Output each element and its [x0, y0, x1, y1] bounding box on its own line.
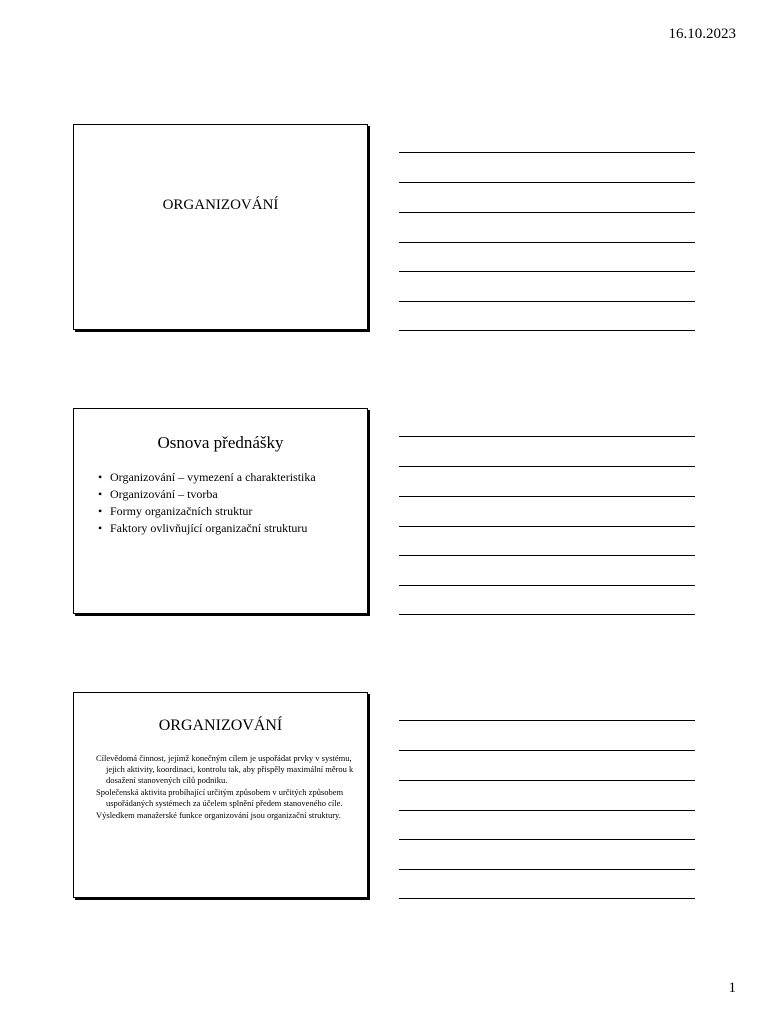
paragraph: Výsledkem manažerské funkce organizování jsou organizační struktury. — [96, 810, 341, 820]
notes-lines-2 — [399, 408, 695, 614]
note-line — [399, 271, 695, 272]
note-line — [399, 496, 695, 497]
note-line — [399, 720, 695, 721]
list-item: • Organizování – vymezení a charakteristika — [98, 469, 316, 486]
note-line — [399, 212, 695, 213]
note-line — [399, 436, 695, 437]
note-line — [399, 466, 695, 467]
page-number: 1 — [728, 980, 736, 996]
note-line — [399, 585, 695, 586]
note-line — [399, 330, 695, 331]
definition-text — [96, 753, 356, 822]
slide-title: ORGANIZOVÁNÍ — [158, 717, 283, 734]
note-line — [399, 614, 695, 615]
list-item: • Faktory ovlivňující organizační strukturu — [98, 520, 316, 537]
list-item: • Formy organizačních struktur — [98, 503, 316, 520]
print-date: 16.10.2023 — [668, 26, 736, 42]
note-line — [399, 780, 695, 781]
notes-lines-1 — [399, 124, 695, 330]
note-line — [399, 810, 695, 811]
note-line — [399, 839, 695, 840]
paragraph: Společenská aktivita probíhající určitým způsobem v určitých způsobem uspořádaných systémech za účelem splnění předem stanoveného cíle. — [96, 787, 344, 808]
note-line — [399, 555, 695, 556]
slide-title: Osnova přednášky — [157, 433, 284, 452]
note-line — [399, 750, 695, 751]
slide-3 — [73, 692, 368, 898]
note-line — [399, 898, 695, 899]
note-line — [399, 242, 695, 243]
note-line — [399, 152, 695, 153]
slide-1 — [73, 124, 368, 330]
slide-title: ORGANIZOVÁNÍ — [162, 197, 279, 213]
note-line — [399, 869, 695, 870]
paragraph: Cílevědomá činnost, jejímž konečným cílem je uspořádat prvky v systému, jejich aktivity, koordinaci, kontrolu tak, aby přispěly maximální měrou k dosažení stanovených cílů podniku. — [96, 753, 354, 785]
note-line — [399, 182, 695, 183]
slide-2 — [73, 408, 368, 614]
note-line — [399, 301, 695, 302]
note-line — [399, 526, 695, 527]
notes-lines-3 — [399, 692, 695, 898]
list-item: • Organizování – tvorba — [98, 486, 316, 503]
outline-list — [98, 469, 316, 537]
